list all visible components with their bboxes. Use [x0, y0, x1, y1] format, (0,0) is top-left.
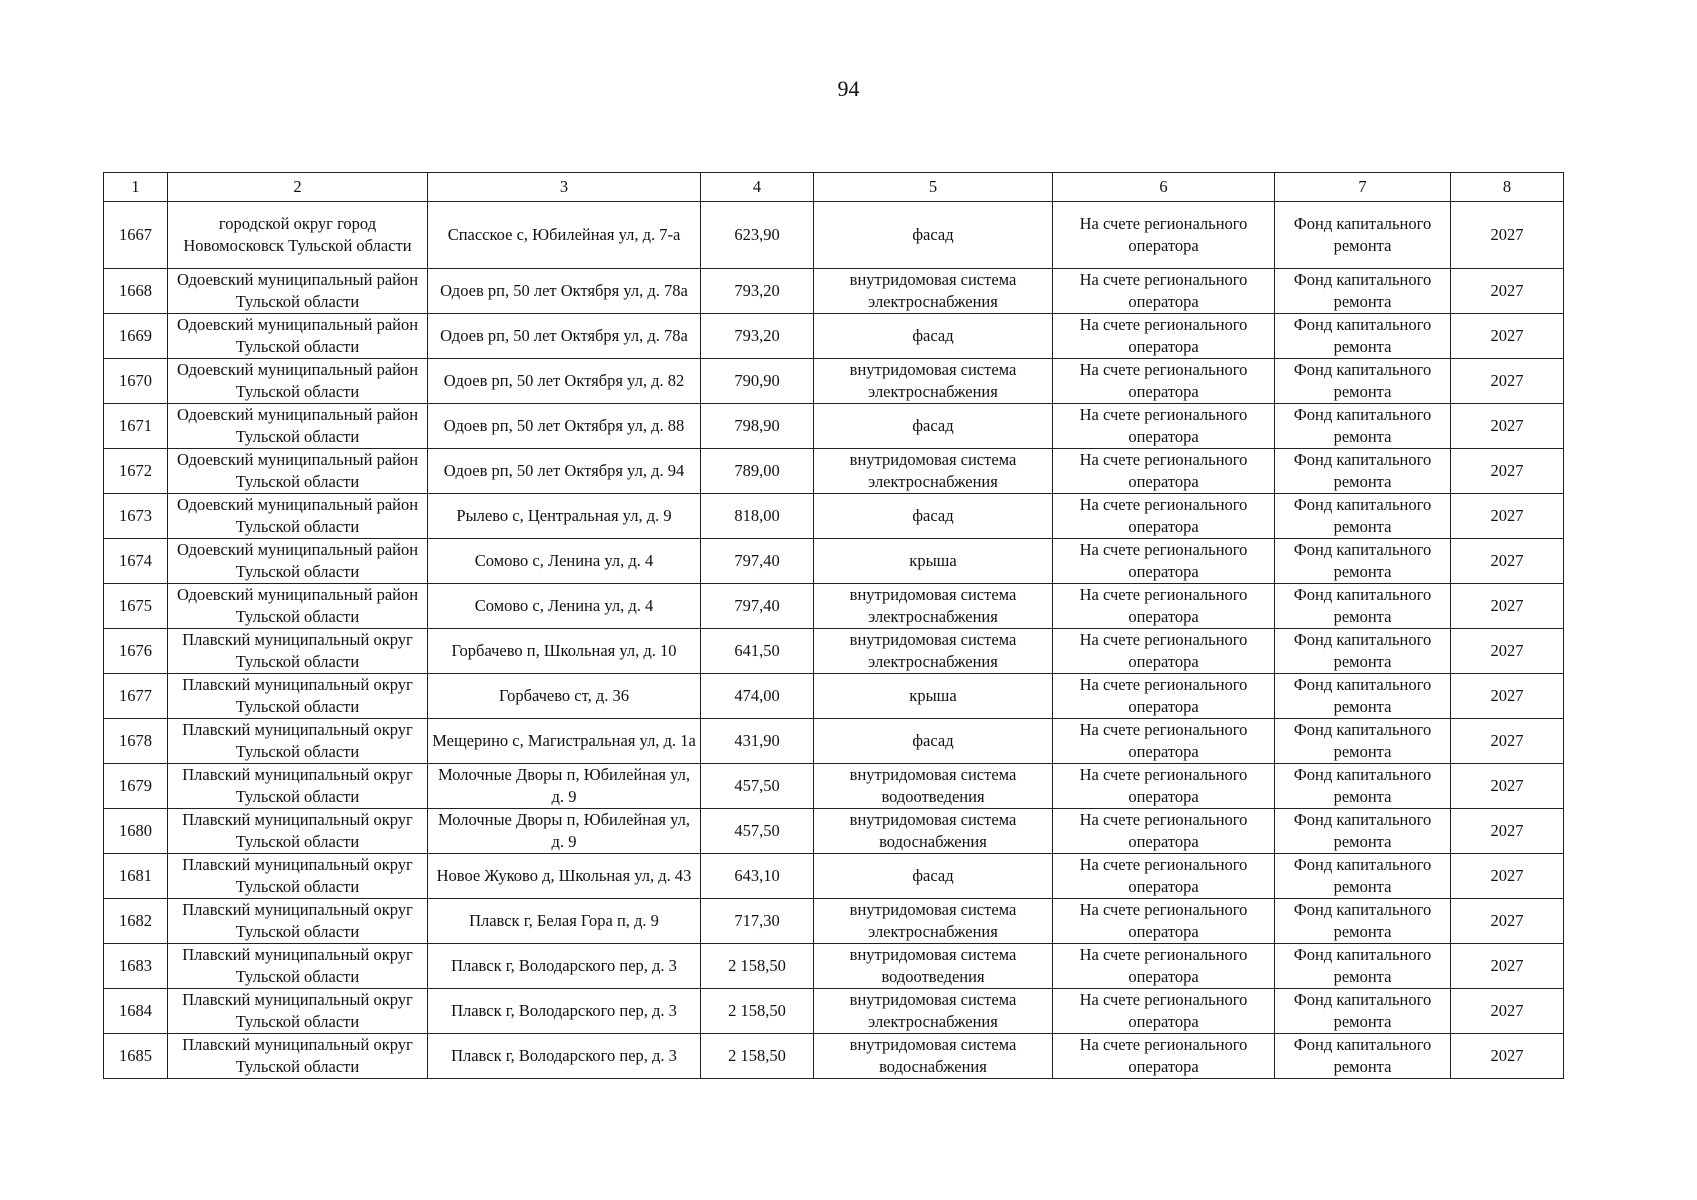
address-cell: Плавск г, Володарского пер, д. 3 [428, 1034, 701, 1079]
source-cell: Фонд капитального ремонта [1275, 494, 1451, 539]
account-cell: На счете регионального оператора [1053, 989, 1275, 1034]
row-number-cell: 1685 [104, 1034, 168, 1079]
address-cell: Одоев рп, 50 лет Октября ул, д. 78а [428, 269, 701, 314]
municipality-cell: Плавский муниципальный округ Тульской области [168, 944, 428, 989]
work-type-cell: внутридомовая система электроснабжения [814, 449, 1053, 494]
source-cell: Фонд капитального ремонта [1275, 764, 1451, 809]
source-cell: Фонд капитального ремонта [1275, 202, 1451, 269]
municipality-cell: Одоевский муниципальный район Тульской области [168, 539, 428, 584]
table-row [104, 854, 1564, 899]
year-cell: 2027 [1451, 809, 1564, 854]
area-cell: 474,00 [701, 674, 814, 719]
area-cell: 457,50 [701, 809, 814, 854]
table-row [104, 269, 1564, 314]
year-cell: 2027 [1451, 629, 1564, 674]
year-cell: 2027 [1451, 1034, 1564, 1079]
row-number-cell: 1679 [104, 764, 168, 809]
source-cell: Фонд капитального ремонта [1275, 539, 1451, 584]
municipality-cell: Плавский муниципальный округ Тульской области [168, 719, 428, 764]
row-number-cell: 1672 [104, 449, 168, 494]
work-type-cell: внутридомовая система электроснабжения [814, 899, 1053, 944]
municipality-cell: Одоевский муниципальный район Тульской области [168, 314, 428, 359]
account-cell: На счете регионального оператора [1053, 494, 1275, 539]
year-cell: 2027 [1451, 494, 1564, 539]
account-cell: На счете регионального оператора [1053, 629, 1275, 674]
work-type-cell: внутридомовая система водоснабжения [814, 1034, 1053, 1079]
header-cell: 2 [168, 173, 428, 202]
address-cell: Сомово с, Ленина ул, д. 4 [428, 539, 701, 584]
header-cell: 5 [814, 173, 1053, 202]
row-number-cell: 1667 [104, 202, 168, 269]
source-cell: Фонд капитального ремонта [1275, 854, 1451, 899]
account-cell: На счете регионального оператора [1053, 314, 1275, 359]
area-cell: 2 158,50 [701, 1034, 814, 1079]
work-type-cell: внутридомовая система водоснабжения [814, 809, 1053, 854]
source-cell: Фонд капитального ремонта [1275, 989, 1451, 1034]
address-cell: Молочные Дворы п, Юбилейная ул, д. 9 [428, 764, 701, 809]
municipality-cell: Одоевский муниципальный район Тульской области [168, 359, 428, 404]
work-type-cell: внутридомовая система водоотведения [814, 944, 1053, 989]
year-cell: 2027 [1451, 202, 1564, 269]
address-cell: Горбачево ст, д. 36 [428, 674, 701, 719]
municipality-cell: Одоевский муниципальный район Тульской области [168, 584, 428, 629]
work-type-cell: фасад [814, 494, 1053, 539]
year-cell: 2027 [1451, 674, 1564, 719]
municipality-cell: Плавский муниципальный округ Тульской области [168, 1034, 428, 1079]
work-type-cell: фасад [814, 202, 1053, 269]
municipality-cell: Плавский муниципальный округ Тульской области [168, 809, 428, 854]
area-cell: 790,90 [701, 359, 814, 404]
area-cell: 793,20 [701, 269, 814, 314]
address-cell: Мещерино с, Магистральная ул, д. 1а [428, 719, 701, 764]
row-number-cell: 1683 [104, 944, 168, 989]
area-cell: 641,50 [701, 629, 814, 674]
header-row [104, 173, 1564, 202]
table-row [104, 989, 1564, 1034]
municipality-cell: Плавский муниципальный округ Тульской области [168, 764, 428, 809]
table-row [104, 539, 1564, 584]
table-row [104, 314, 1564, 359]
area-cell: 797,40 [701, 539, 814, 584]
municipality-cell: Плавский муниципальный округ Тульской области [168, 629, 428, 674]
header-cell: 1 [104, 173, 168, 202]
account-cell: На счете регионального оператора [1053, 764, 1275, 809]
table-row [104, 719, 1564, 764]
address-cell: Сомово с, Ленина ул, д. 4 [428, 584, 701, 629]
area-cell: 2 158,50 [701, 989, 814, 1034]
header-cell: 6 [1053, 173, 1275, 202]
source-cell: Фонд капитального ремонта [1275, 404, 1451, 449]
area-cell: 457,50 [701, 764, 814, 809]
account-cell: На счете регионального оператора [1053, 269, 1275, 314]
address-cell: Молочные Дворы п, Юбилейная ул, д. 9 [428, 809, 701, 854]
municipality-cell: Плавский муниципальный округ Тульской области [168, 854, 428, 899]
address-cell: Одоев рп, 50 лет Октября ул, д. 88 [428, 404, 701, 449]
source-cell: Фонд капитального ремонта [1275, 674, 1451, 719]
address-cell: Плавск г, Володарского пер, д. 3 [428, 989, 701, 1034]
table-row [104, 449, 1564, 494]
account-cell: На счете регионального оператора [1053, 719, 1275, 764]
source-cell: Фонд капитального ремонта [1275, 314, 1451, 359]
municipality-cell: Плавский муниципальный округ Тульской области [168, 899, 428, 944]
header-cell: 8 [1451, 173, 1564, 202]
table-row [104, 944, 1564, 989]
area-cell: 717,30 [701, 899, 814, 944]
area-cell: 818,00 [701, 494, 814, 539]
work-type-cell: внутридомовая система электроснабжения [814, 629, 1053, 674]
table-row [104, 359, 1564, 404]
account-cell: На счете регионального оператора [1053, 944, 1275, 989]
account-cell: На счете регионального оператора [1053, 202, 1275, 269]
municipality-cell: Одоевский муниципальный район Тульской области [168, 404, 428, 449]
row-number-cell: 1674 [104, 539, 168, 584]
year-cell: 2027 [1451, 854, 1564, 899]
row-number-cell: 1673 [104, 494, 168, 539]
area-cell: 793,20 [701, 314, 814, 359]
header-cell: 4 [701, 173, 814, 202]
row-number-cell: 1677 [104, 674, 168, 719]
table-row [104, 1034, 1564, 1079]
year-cell: 2027 [1451, 584, 1564, 629]
work-type-cell: внутридомовая система водоотведения [814, 764, 1053, 809]
account-cell: На счете регионального оператора [1053, 359, 1275, 404]
year-cell: 2027 [1451, 899, 1564, 944]
row-number-cell: 1669 [104, 314, 168, 359]
row-number-cell: 1681 [104, 854, 168, 899]
table-row [104, 674, 1564, 719]
address-cell: Спасское с, Юбилейная ул, д. 7-а [428, 202, 701, 269]
municipality-cell: Одоевский муниципальный район Тульской области [168, 269, 428, 314]
work-type-cell: внутридомовая система электроснабжения [814, 584, 1053, 629]
work-type-cell: внутридомовая система электроснабжения [814, 269, 1053, 314]
year-cell: 2027 [1451, 944, 1564, 989]
table-row [104, 629, 1564, 674]
address-cell: Рылево с, Центральная ул, д. 9 [428, 494, 701, 539]
work-type-cell: внутридомовая система электроснабжения [814, 359, 1053, 404]
table-row [104, 404, 1564, 449]
source-cell: Фонд капитального ремонта [1275, 1034, 1451, 1079]
table-row [104, 584, 1564, 629]
area-cell: 798,90 [701, 404, 814, 449]
area-cell: 789,00 [701, 449, 814, 494]
row-number-cell: 1668 [104, 269, 168, 314]
account-cell: На счете регионального оператора [1053, 539, 1275, 584]
work-type-cell: крыша [814, 539, 1053, 584]
area-cell: 431,90 [701, 719, 814, 764]
area-cell: 623,90 [701, 202, 814, 269]
work-type-cell: крыша [814, 674, 1053, 719]
account-cell: На счете регионального оператора [1053, 584, 1275, 629]
address-cell: Плавск г, Белая Гора п, д. 9 [428, 899, 701, 944]
address-cell: Одоев рп, 50 лет Октября ул, д. 82 [428, 359, 701, 404]
table-row [104, 899, 1564, 944]
year-cell: 2027 [1451, 539, 1564, 584]
year-cell: 2027 [1451, 404, 1564, 449]
year-cell: 2027 [1451, 989, 1564, 1034]
row-number-cell: 1675 [104, 584, 168, 629]
work-type-cell: фасад [814, 404, 1053, 449]
source-cell: Фонд капитального ремонта [1275, 584, 1451, 629]
municipality-cell: Одоевский муниципальный район Тульской области [168, 449, 428, 494]
year-cell: 2027 [1451, 764, 1564, 809]
table-row [104, 202, 1564, 269]
page-number: 94 [837, 76, 860, 101]
work-type-cell: фасад [814, 314, 1053, 359]
address-cell: Одоев рп, 50 лет Октября ул, д. 78а [428, 314, 701, 359]
work-type-cell: внутридомовая система электроснабжения [814, 989, 1053, 1034]
work-type-cell: фасад [814, 854, 1053, 899]
account-cell: На счете регионального оператора [1053, 809, 1275, 854]
account-cell: На счете регионального оператора [1053, 899, 1275, 944]
source-cell: Фонд капитального ремонта [1275, 629, 1451, 674]
source-cell: Фонд капитального ремонта [1275, 359, 1451, 404]
account-cell: На счете регионального оператора [1053, 674, 1275, 719]
account-cell: На счете регионального оператора [1053, 449, 1275, 494]
row-number-cell: 1680 [104, 809, 168, 854]
account-cell: На счете регионального оператора [1053, 854, 1275, 899]
row-number-cell: 1684 [104, 989, 168, 1034]
year-cell: 2027 [1451, 719, 1564, 764]
source-cell: Фонд капитального ремонта [1275, 269, 1451, 314]
area-cell: 2 158,50 [701, 944, 814, 989]
row-number-cell: 1678 [104, 719, 168, 764]
table-body [104, 173, 1564, 1079]
municipality-cell: Плавский муниципальный округ Тульской области [168, 674, 428, 719]
area-cell: 643,10 [701, 854, 814, 899]
table-row [104, 764, 1564, 809]
account-cell: На счете регионального оператора [1053, 1034, 1275, 1079]
header-cell: 7 [1275, 173, 1451, 202]
address-cell: Одоев рп, 50 лет Октября ул, д. 94 [428, 449, 701, 494]
municipality-cell: Плавский муниципальный округ Тульской области [168, 989, 428, 1034]
source-cell: Фонд капитального ремонта [1275, 944, 1451, 989]
header-cell: 3 [428, 173, 701, 202]
source-cell: Фонд капитального ремонта [1275, 449, 1451, 494]
year-cell: 2027 [1451, 269, 1564, 314]
area-cell: 797,40 [701, 584, 814, 629]
table-row [104, 494, 1564, 539]
account-cell: На счете регионального оператора [1053, 404, 1275, 449]
data-table [103, 172, 1564, 1079]
municipality-cell: городской округ город Новомосковск Тульской области [168, 202, 428, 269]
row-number-cell: 1671 [104, 404, 168, 449]
address-cell: Горбачево п, Школьная ул, д. 10 [428, 629, 701, 674]
table-row [104, 809, 1564, 854]
row-number-cell: 1682 [104, 899, 168, 944]
source-cell: Фонд капитального ремонта [1275, 719, 1451, 764]
year-cell: 2027 [1451, 359, 1564, 404]
year-cell: 2027 [1451, 314, 1564, 359]
address-cell: Новое Жуково д, Школьная ул, д. 43 [428, 854, 701, 899]
source-cell: Фонд капитального ремонта [1275, 809, 1451, 854]
row-number-cell: 1670 [104, 359, 168, 404]
work-type-cell: фасад [814, 719, 1053, 764]
municipality-cell: Одоевский муниципальный район Тульской области [168, 494, 428, 539]
row-number-cell: 1676 [104, 629, 168, 674]
address-cell: Плавск г, Володарского пер, д. 3 [428, 944, 701, 989]
source-cell: Фонд капитального ремонта [1275, 899, 1451, 944]
year-cell: 2027 [1451, 449, 1564, 494]
